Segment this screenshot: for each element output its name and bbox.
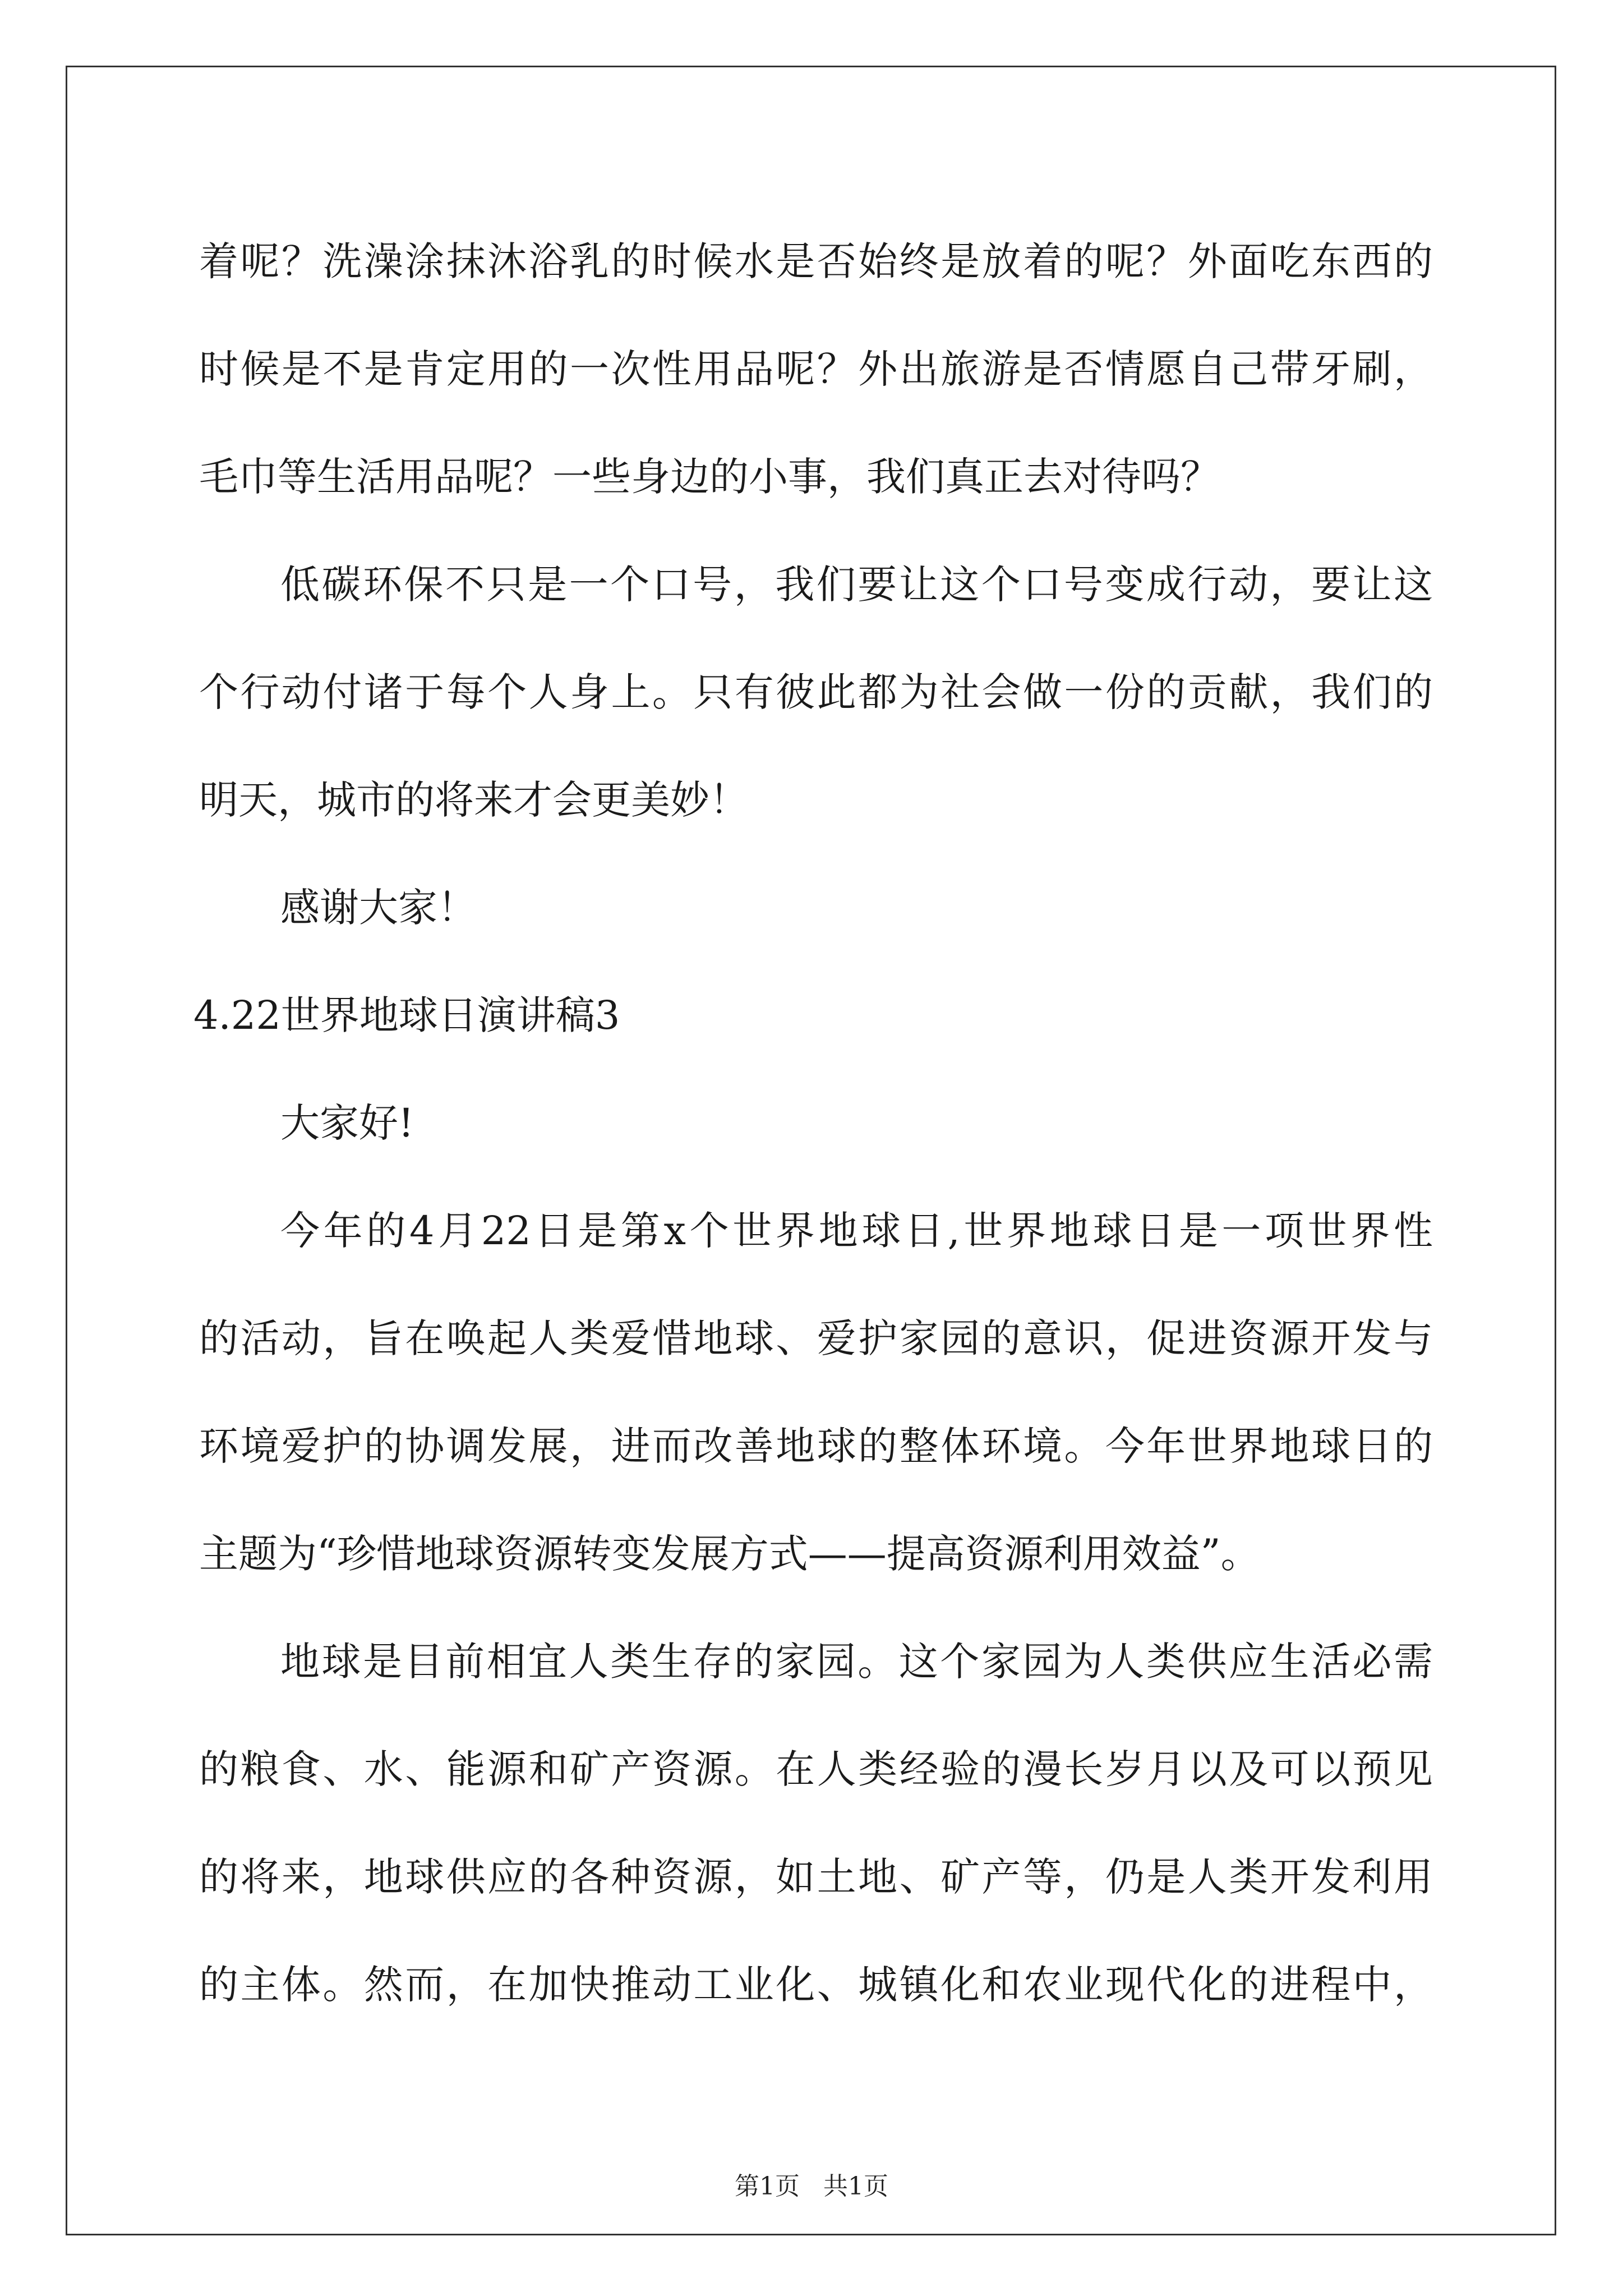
text-line: 环境爱护的协调发展，进而改善地球的整体环境。今年世界地球日的 [199,1423,1433,1469]
closing-thanks: 感谢大家！ [280,885,477,931]
text-line: 的粮食、水、能源和矿产资源。在人类经验的漫长岁月以及可以预见 [199,1746,1433,1792]
paragraph-start: 低碳环保不只是一个口号，我们要让这个口号变成行动，要让这 [280,562,1433,608]
text-line: 着呢？洗澡涂抹沐浴乳的时候水是否始终是放着的呢？外面吃东西的 [199,238,1433,284]
text-line: 个行动付诸于每个人身上。只有彼此都为社会做一份的贡献，我们的 [199,669,1433,715]
text-line: 的主体。然而，在加快推动工业化、城镇化和农业现代化的进程中， [199,1962,1433,2008]
text-line: 主题为“珍惜地球资源转变发展方式——提高资源利用效益”。 [199,1531,1260,1577]
text-line: 的将来，地球供应的各种资源，如土地、矿产等，仍是人类开发利用 [199,1854,1433,1900]
document-body [193,208,1433,2039]
text-line: 的活动，旨在唤起人类爱惜地球、爱护家园的意识，促进资源开发与 [199,1315,1433,1361]
paragraph-start: 今年的4月22日是第x个世界地球日,世界地球日是一项世界性 [280,1208,1433,1254]
text-line: 毛巾等生活用品呢？一些身边的小事，我们真正去对待吗？ [199,454,1220,500]
text-line: 明天，城市的将来才会更美妙！ [199,777,749,823]
text-line: 时候是不是肯定用的一次性用品呢？外出旅游是否情愿自己带牙刷， [199,346,1433,392]
paragraph-start: 地球是目前相宜人类生存的家园。这个家园为人类供应生活必需 [280,1639,1433,1685]
page-footer: 第1页 共1页 [735,2172,888,2201]
section-heading: 4.22世界地球日演讲稿3 [193,992,620,1038]
greeting: 大家好! [280,1100,414,1146]
